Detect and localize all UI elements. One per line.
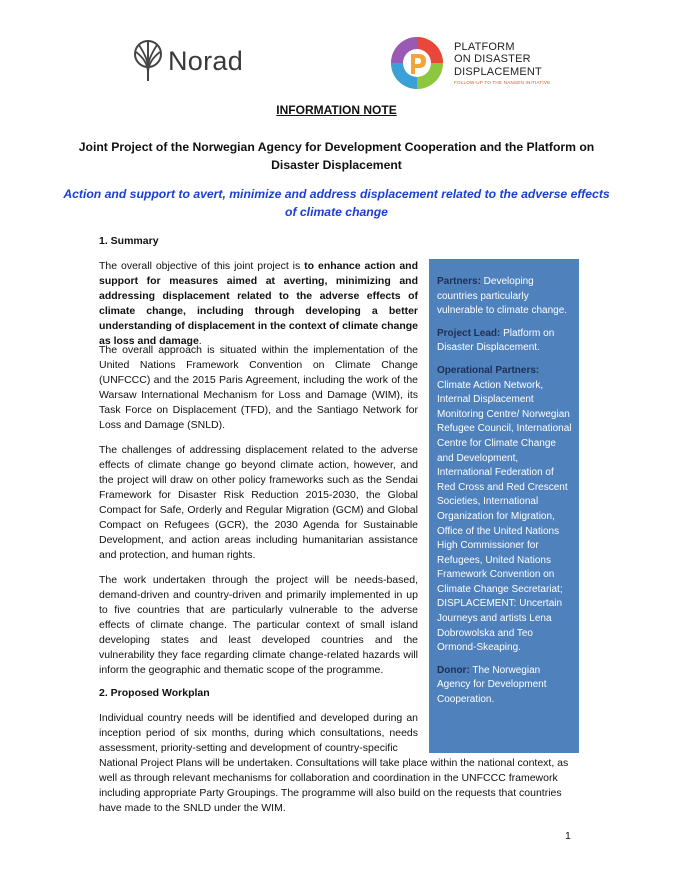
project-title: Joint Project of the Norwegian Agency for Development Cooperation and the Platform on Disaster Displacement (78, 140, 595, 172)
workplan-heading: 2. Proposed Workplan (99, 687, 210, 699)
summary-paragraph-objective (99, 259, 418, 349)
pdd-logo-tagline: FOLLOW-UP TO THE NANSEN INITIATIVE (454, 80, 551, 86)
pdd-logo-line: DISPLACEMENT (454, 65, 542, 78)
sidebar-text: Developing countries particularly vulnerable to climate change. (437, 276, 568, 317)
paragraph-text: . (198, 335, 202, 347)
partners-sidebar (429, 259, 579, 753)
sidebar-partners (437, 275, 573, 319)
summary-heading: 1. Summary (99, 235, 159, 247)
page-number: 1 (565, 830, 571, 842)
pdd-logo-line: ON DISASTER (454, 53, 531, 66)
paragraph-text: National Project Plans will be undertaken. Consultations will take place within the national context, as well as through relevant mechanisms for collaboration and coordination in the UNFCCC framework including appropriate Party Groupings. The programme will also build on the requests that countries have made to the SNLD under the WIM. (99, 757, 569, 814)
pdd-logo-text (454, 41, 550, 86)
norad-logo-text: Norad (168, 45, 244, 76)
sidebar-text: The Norwegian Agency for Development Cooperation. (437, 664, 547, 706)
paragraph-text: Individual country needs will be identified and developed during an inception period of six months, during which consultations, needs assessment, priority-setting and development of country-specific (99, 712, 418, 754)
pdd-emblem-icon (388, 34, 446, 92)
summary-paragraph-approach: The overall approach is situated within the implementation of the United Nations Framework Convention on Climate Change (UNFCCC) and the 2015 Paris Agreement, including the work of the Warsaw International Mechanism for Loss and Damage (WIM), its Task Force on Displacement (TFD), and the Santiago Network for Loss and Damage (SNLD). (99, 344, 418, 431)
sidebar-label: Partners: (437, 276, 481, 287)
sidebar-operational-partners (437, 364, 573, 656)
sidebar-text: Climate Action Network, Internal Displacement Monitoring Centre/ Norwegian Refugee Council, International Centre for Climate Change and Development, International Federation of Red Cross and Red Crescent Societies, International Organization for Migration, Office of the United Nations High Commissioner for Refugees, United Nations Framework Convention on Climate Change Secretariat; DISPLACEMENT: Uncertain Journeys and artists Lena Dobrowolska and Teo Ormond-Skeaping. (437, 379, 572, 654)
norad-logo (133, 38, 243, 84)
paragraph-text: The overall objective of this joint project is (99, 260, 305, 272)
sidebar-donor (437, 664, 573, 708)
summary-paragraph-challenges: The challenges of addressing displacement related to the adverse effects of climate change go beyond climate action, however, and the project will draw on other policy frameworks such as the Sendai Framework for Disaster Risk Reduction 2015-2030, the Global Compact for Safe, Orderly and Regular Migration (GCM) and Global Compact on Refugees (GCR), the 2030 Agenda for Sustainable Development, and action areas including humanitarian assistance and protection, and human rights. (99, 444, 418, 561)
summary-paragraph-work: The work undertaken through the project will be needs-based, demand-driven and country-driven and primarily implemented in up to five countries that are particularly vulnerable to the adverse effects of climate change. The particular context of small island developing states and least developed countries and the vulnerability they face regarding climate change-related hazards will inform the geographic and thematic scope of the programme. (99, 574, 418, 676)
sidebar-label: Operational Partners: (437, 364, 540, 376)
sidebar-label: Donor: (437, 664, 470, 676)
sidebar-label: Project Lead: (437, 327, 501, 339)
sidebar-project-lead (437, 327, 573, 356)
sidebar-text: Platform on Disaster Displacement. (437, 327, 555, 354)
document-subtitle: Action and support to avert, minimize and address displacement related to the adverse effects of climate change (63, 187, 610, 219)
norad-emblem-icon (133, 39, 163, 83)
paragraph-bold-text: to enhance action and support for measures aimed at averting, minimizing and addressing displacement related to the adverse effects of climate change, including through developing a better understanding of displacement in the context of climate change as loss and damage (99, 260, 418, 347)
pdd-logo-line: PLATFORM (454, 40, 515, 53)
pdd-logo (388, 34, 550, 92)
note-title: INFORMATION NOTE (276, 103, 397, 117)
